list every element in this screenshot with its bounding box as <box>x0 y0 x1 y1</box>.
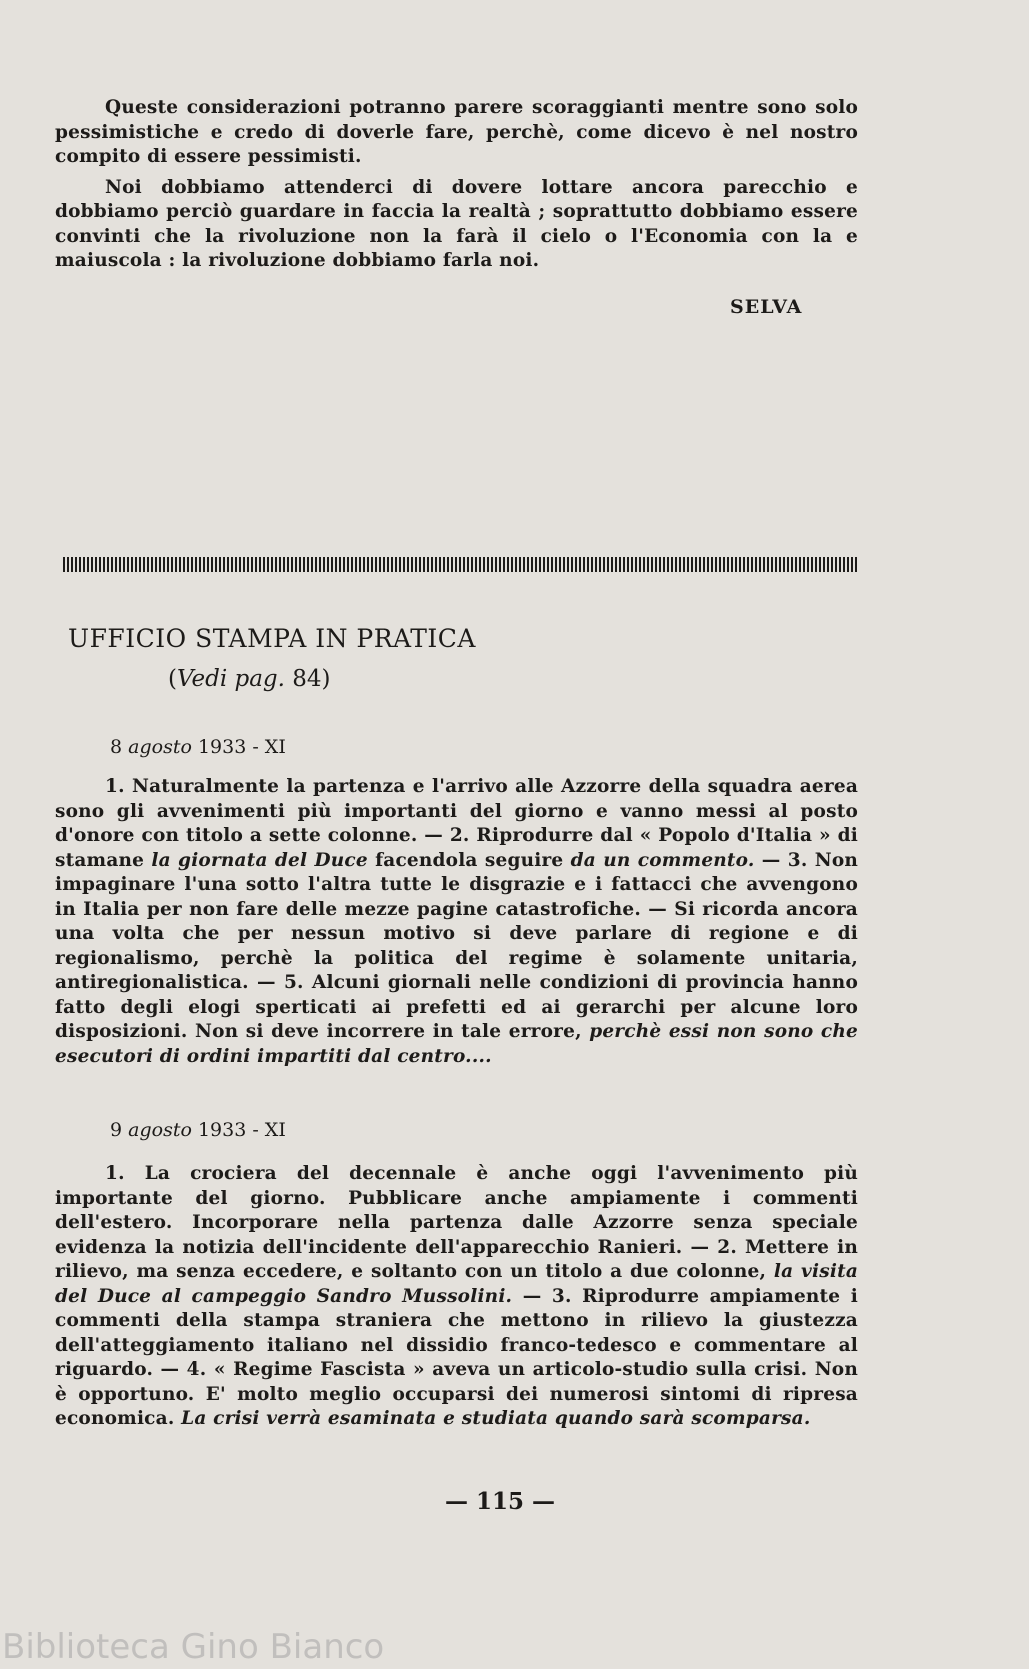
entry-text <box>55 775 858 1069</box>
section-title: UFFICIO STAMPA IN PRATICA <box>68 624 476 653</box>
section-subtitle: (Vedi pag. 84) <box>168 666 331 692</box>
entry-date: 8 agosto 1933 - XI <box>110 736 286 758</box>
entry-paragraph: 1. La crociera del decennale è anche oggi l'avvenimento più importante del giorno. Pubblicare anche ampiamente i commenti dell'estero. Incorporare nella partenza dalle Azzorre senza speciale evidenza la notizia dell'incidente dell'apparecchio Ranieri. — 2. Mettere in rilievo, ma senza eccedere, e soltanto con un titolo a due colonne, la visita del Duce al campeggio Sandro Mussolini. — 3. Riprodurre ampiamente i commenti della stampa straniera che mettono in rilievo la giustezza dell'atteggiamento italiano nel dissidio franco-tedesco e commentare al riguardo. — 4. « Regime Fascista » aveva un articolo-studio sulla crisi. Non è opportuno. E' molto meglio occuparsi dei numerosi sintomi di ripresa economica. La crisi verrà esaminata e studiata quando sarà scomparsa. <box>55 1163 859 1429</box>
page-number: — 115 — <box>444 1488 556 1515</box>
paragraph-1: Queste considerazioni potranno parere scoraggianti mentre sono solo pessimistiche e credo di doverle fare, perchè, come dicevo è nel nostro compito di essere pessimisti. <box>55 97 858 167</box>
entry-text <box>55 1162 858 1432</box>
entry-paragraph: 1. Naturalmente la partenza e l'arrivo alle Azzorre della squadra aerea sono gli avvenimenti più importanti del giorno e vanno messi al posto d'onore con titolo a sette colonne. — 2. Riprodurre dal « Popolo d'Italia » di stamane la giornata del Duce facendola seguire da un commento. — 3. Non impaginare l'una sotto l'altra tutte le disgrazie e i fattacci che avvengono in Italia per non fare delle mezze pagine catastrofiche. — Si ricorda ancora una volta che per nessun motivo si deve parlare di regione e di regionalismo, perchè la politica del regime è solamente unitaria, antiregionalistica. — 5. Alcuni giornali nelle condizioni di provincia hanno fatto degli elogi sperticati ai prefetti ed ai gerarchi per alcune loro disposizioni. Non si deve incorrere in tale errore, perchè essi non sono che esecutori di ordini impartiti dal centro.... <box>55 776 859 1067</box>
entry-date: 9 agosto 1933 - XI <box>110 1119 286 1141</box>
decorative-rule <box>63 557 858 572</box>
paragraph-2: Noi dobbiamo attenderci di dovere lottare ancora parecchio e dobbiamo perciò guardare in faccia la realtà ; soprattutto dobbiamo essere convinti che la rivoluzione non la farà il cielo o l'Economia con la e maiuscola : la rivoluzione dobbiamo farla noi. <box>55 176 858 271</box>
author-signature: SELVA <box>730 296 803 318</box>
closing-article <box>55 96 858 274</box>
library-watermark: Biblioteca Gino Bianco <box>2 1627 385 1667</box>
